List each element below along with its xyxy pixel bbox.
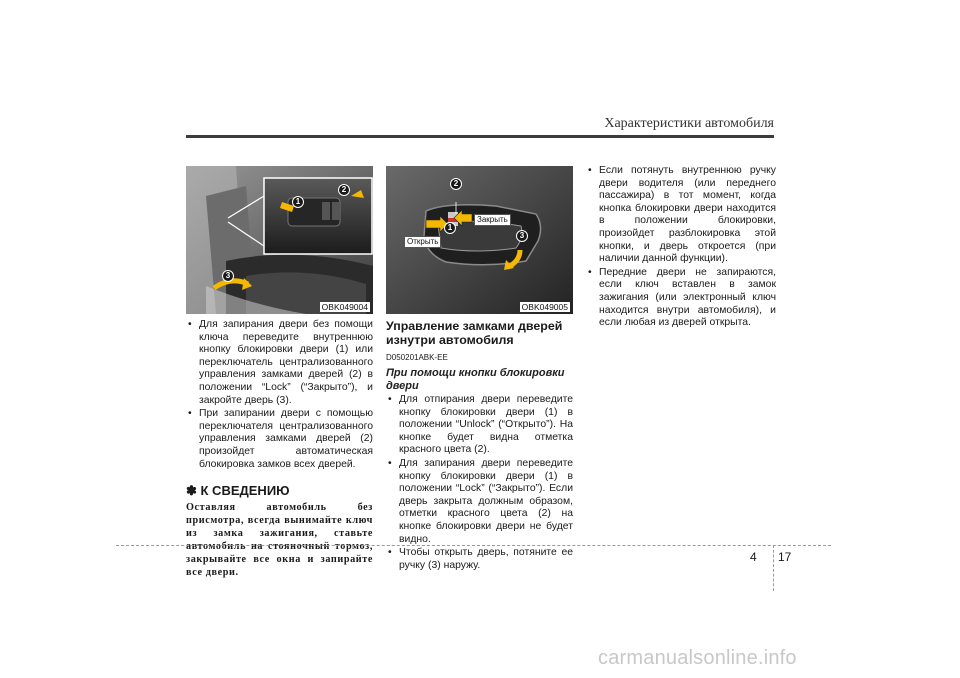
list-item: • Для запирания двери без помощи ключа переведите внутреннюю кнопку блокировки двери (1) или переключатель централизованного управления замками дверей (2) в положении “Lock” (“Закрыто”), и закройте дверь (3). — [186, 319, 373, 407]
list-item: • Передние двери не запираются, если ключ вставлен в замок зажигания (или электронный ключ находится внутри автомобиля), и если любая из дверей открыта. — [586, 267, 776, 330]
column-middle — [386, 166, 573, 573]
callout-3: 3 — [222, 270, 234, 282]
list-item: • Если потянуть внутреннюю ручку двери водителя (или переднего пассажира) в тот момент, когда кнопка блокировки двери находится в положении блокировки, произойдет разблокировка этой кнопки, и дверь откроется (при наличии данной функции). — [586, 165, 776, 266]
bullet-list — [186, 319, 373, 471]
label-close: Закрыть — [474, 214, 511, 226]
running-header-title: Характеристики автомобиля — [604, 116, 774, 131]
section-title: Управление замками дверей изнутри автомобиля — [386, 319, 563, 347]
header-rule — [186, 135, 774, 138]
figure-door-handle — [386, 166, 573, 314]
section-code: D050201ABK-EE — [386, 353, 448, 362]
list-item: • Для отпирания двери переведите кнопку блокировки двери (1) в положении “Unlock” (“Открыто”). На кнопке будет видна отметка красного цвета (2). — [386, 394, 573, 457]
figure-code: OBK049005 — [521, 302, 568, 312]
figure-door-interior — [186, 166, 373, 314]
list-item: • Для запирания двери переведите кнопку блокировки двери (1) в положении “Lock” (“Закрыто”). Если дверь закрыта должным образом, отметки красного цвета (2) на кнопке блокировки двери не будет видно. — [386, 458, 573, 546]
callout-2: 2 — [338, 184, 350, 196]
watermark: carmanualsonline.info — [598, 647, 797, 669]
footer-vertical-rule — [773, 545, 774, 591]
callout-3: 3 — [516, 230, 528, 242]
list-item: • При запирании двери с помощью переключателя централизованного управления замками дверей (2) произойдет автоматическая блокировка замков всех дверей. — [186, 408, 373, 471]
subsection-title: При помощи кнопки блокировки двери — [386, 367, 565, 392]
callout-1: 1 — [444, 222, 456, 234]
bullet-list — [586, 165, 776, 330]
chapter-number: 4 — [750, 550, 757, 564]
callout-2: 2 — [450, 178, 462, 190]
page-number: 17 — [778, 550, 792, 564]
list-item: • Чтобы открыть дверь, потяните ее ручку (3) наружу. — [386, 547, 573, 572]
footer-rule — [116, 545, 831, 546]
notice-heading: ✽ К СВЕДЕНИЮ — [186, 483, 290, 499]
figure-code: OBK049004 — [321, 302, 368, 312]
label-open: Открыть — [404, 236, 441, 248]
notice-body: Оставляя автомобиль без присмотра, всегда вынимайте ключ из замка зажигания, ставьте автомобиль на стояночный тормоз, закрывайте все окна и запирайте все двери. — [186, 502, 373, 579]
column-right — [586, 165, 776, 331]
callout-1: 1 — [292, 196, 304, 208]
column-left — [186, 166, 373, 579]
